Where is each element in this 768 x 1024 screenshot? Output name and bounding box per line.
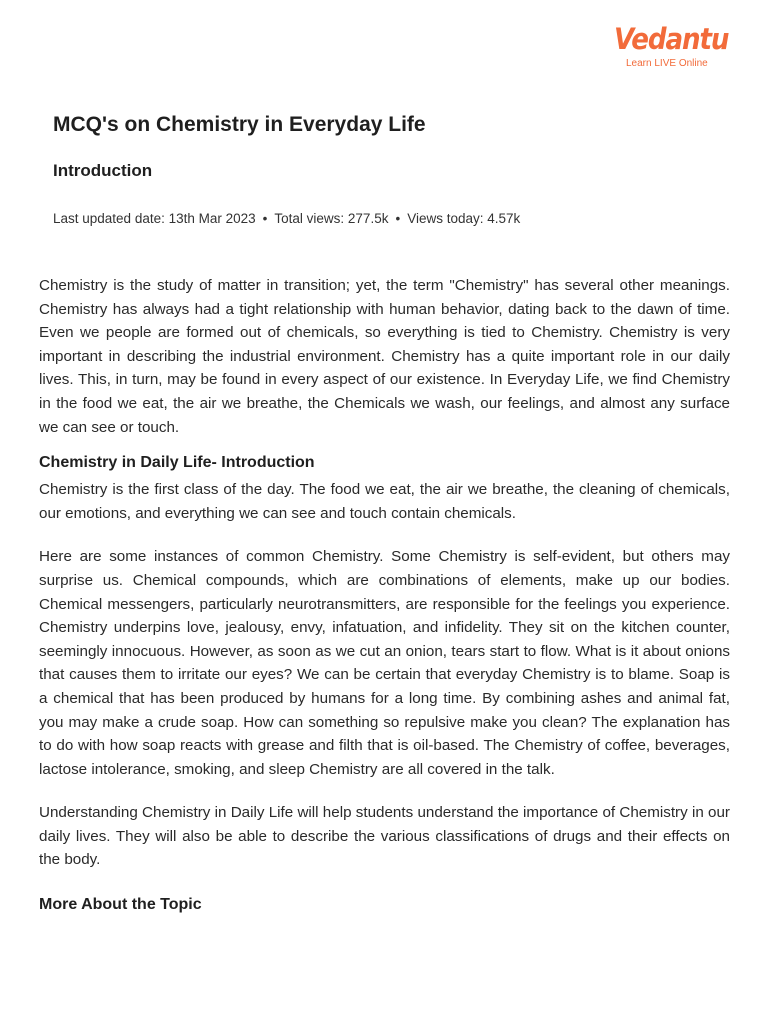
meta-separator: • bbox=[262, 211, 268, 226]
intro-heading: Introduction bbox=[53, 161, 153, 180]
section-heading-more-about: More About the Topic bbox=[39, 896, 202, 914]
article-meta bbox=[53, 210, 520, 228]
paragraph-understanding: Understanding Chemistry in Daily Life will help students understand the importance of Chemistry in our daily lives. They will also be able to describe the various classifications of drugs and their effects on the body. bbox=[39, 804, 730, 869]
paragraph-intro: Chemistry is the study of matter in transition; yet, the term "Chemistry" has several other meanings. Chemistry has always had a tight relationship with human behavior, dating back to the dawn of time. Even we people are formed out of chemicals, so everything is tied to Chemistry. Chemistry is very important in describing the industrial environment. Chemistry has a quite important role in our daily lives. This, in turn, may be found in every aspect of our existence. In Everyday Life, we find Chemistry in the food we eat, the air we breathe, the Chemicals we wash, our feelings, and almost any surface we can see or touch. bbox=[39, 277, 730, 436]
paragraph-instances: Here are some instances of common Chemistry. Some Chemistry is self-evident, but others may surprise us. Chemical compounds, which are combinations of elements, make up our bodies. Chemical messengers, particularly neurotransmitters, are responsible for the feelings you experience. Chemistry underpins love, jealousy, envy, infatuation, and infidelity. They sit on the kitchen counter, seemingly innocuous. However, as soon as we cut an onion, tears start to flow. What is it about onions that causes them to irritate our eyes? We can be certain that everyday Chemistry is to blame. Soap is a chemical that has been produced by humans for a long time. By combining ashes and animal fat, you may make a crude soap. How can something so repulsive make you clean? The explanation has to do with how soap reacts with grease and filth that is oil-based. The Chemistry of coffee, beverages, lactose intolerance, smoking, and sleep Chemistry are all covered in the talk. bbox=[39, 548, 730, 778]
logo-wordmark: Vedantu bbox=[614, 22, 729, 56]
total-views: Total views: 277.5k bbox=[274, 211, 389, 226]
paragraph-first-class: Chemistry is the first class of the day. The food we eat, the air we breathe, the cleaning of chemicals, our emotions, and everything we can see and touch contain chemicals. bbox=[39, 481, 730, 522]
last-updated-date: Last updated date: 13th Mar 2023 bbox=[53, 211, 256, 226]
logo-tagline: Learn LIVE Online bbox=[626, 58, 708, 69]
page-title: MCQ's on Chemistry in Everyday Life bbox=[53, 113, 426, 136]
section-heading-daily-life: Chemistry in Daily Life- Introduction bbox=[39, 454, 315, 472]
vedantu-logo[interactable] bbox=[612, 22, 729, 72]
meta-separator: • bbox=[395, 211, 401, 226]
views-today: Views today: 4.57k bbox=[407, 211, 521, 226]
article-body bbox=[39, 274, 730, 916]
